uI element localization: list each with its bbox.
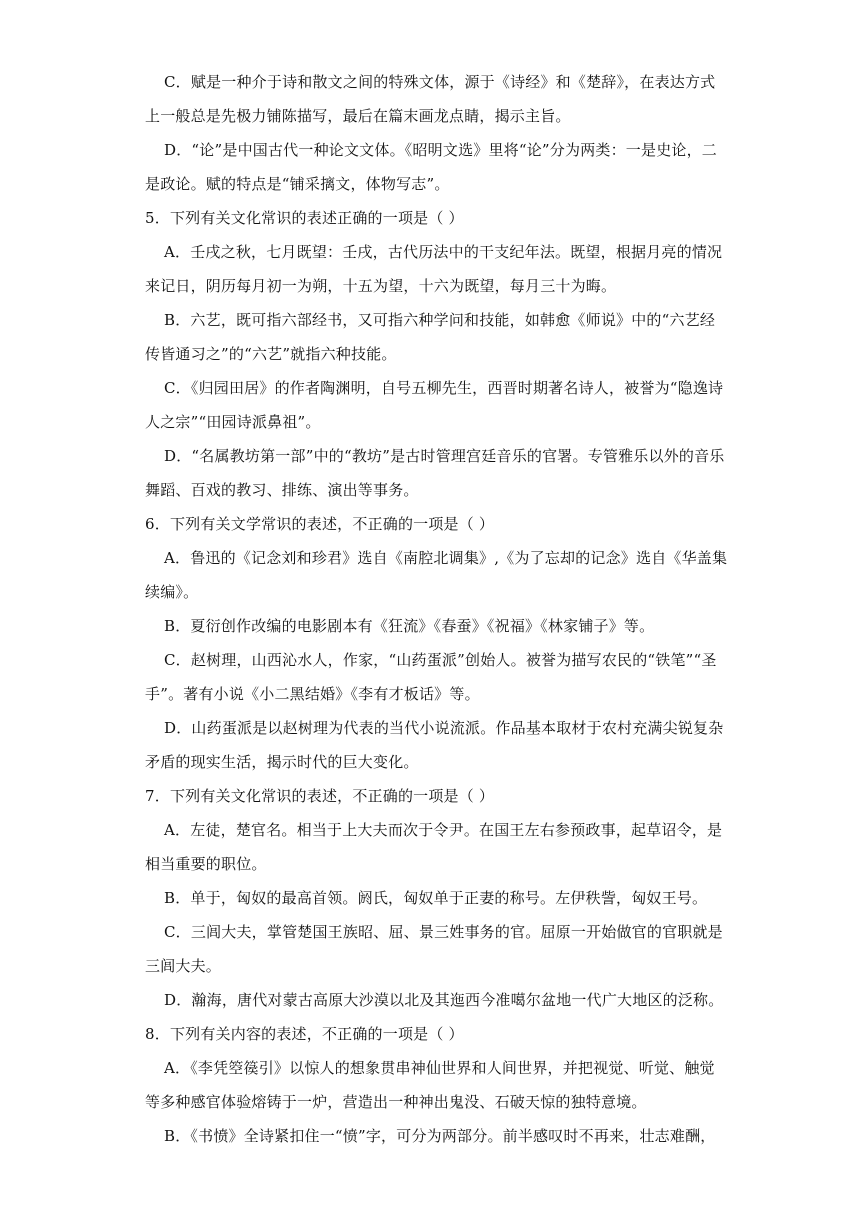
q4-option-c-line2: 上一般总是先极力铺陈描写，最后在篇末画龙点睛，揭示主旨。 (145, 107, 571, 125)
q4-option-d-line2: 是政论。赋的特点是“铺采摛文，体物写志”。 (145, 175, 450, 193)
q7-option-a-line2: 相当重要的职位。 (145, 855, 267, 873)
q5-option-a-line1: A．壬戌之秋，七月既望：壬戌，古代历法中的干支纪年法。既望，根据月亮的情况 (164, 243, 723, 261)
q7-stem: 7．下列有关文化常识的表述，不正确的一项是（ ） (145, 787, 495, 805)
q6-stem: 6．下列有关文学常识的表述，不正确的一项是（ ） (145, 515, 495, 533)
q6-option-a-line2: 续编》。 (145, 583, 199, 601)
q8-option-a-line1: A．《李凭箜篌引》以惊人的想象贯串神仙世界和人间世界，并把视觉、听觉、触觉 (164, 1059, 715, 1077)
q6-option-c-line2: 手”。著有小说《小二黑结婚》《李有才板话》等。 (145, 685, 480, 703)
q5-stem: 5．下列有关文化常识的表述正确的一项是（ ） (145, 209, 464, 227)
q4-option-d-line1: D．“论”是中国古代一种论文文体。《昭明文选》里将“论”分为两类：一是史论，二 (164, 141, 718, 159)
q6-option-a-line1: A．鲁迅的《记念刘和珍君》选自《南腔北调集》,《为了忘却的记念》选自《华盖集 (164, 549, 728, 567)
q6-option-d-line2: 矛盾的现实生活，揭示时代的巨大变化。 (145, 753, 419, 771)
q7-option-b-line1: B．单于，匈奴的最高首领。阏氏，匈奴单于正妻的称号。左伊秩訾，匈奴王号。 (164, 889, 708, 907)
q6-option-c-line1: C．赵树理，山西沁水人，作家，“山药蛋派”创始人。被誉为描写农民的“铁笔”“圣 (164, 651, 717, 669)
q4-option-c-line1: C．赋是一种介于诗和散文之间的特殊文体，源于《诗经》和《楚辞》，在表达方式 (164, 73, 716, 91)
q6-option-b-line1: B．夏衍创作改编的电影剧本有《狂流》《春蚕》《祝福》《林家铺子》等。 (164, 617, 655, 635)
q7-option-d-line1: D．瀚海，唐代对蒙古高原大沙漠以北及其迤西今准噶尔盆地一代广大地区的泛称。 (164, 991, 724, 1009)
q5-option-b-line2: 传皆通习之”的“六艺”就指六种技能。 (145, 345, 397, 363)
q7-option-c-line1: C．三闾大夫，掌管楚国王族昭、屈、景三姓事务的官。屈原一开始做官的官职就是 (164, 923, 723, 941)
q5-option-c-line2: 人之宗”“田园诗派鼻祖”。 (145, 413, 321, 431)
q5-option-a-line2: 来记日，阴历每月初一为朔，十五为望，十六为既望，每月三十为晦。 (145, 277, 617, 295)
q5-option-b-line1: B．六艺，既可指六部经书，又可指六种学问和技能，如韩愈《师说》中的“六艺经 (164, 311, 716, 329)
q8-option-b-line1: B．《书愤》全诗紧扣住一“愤”字，可分为两部分。前半感叹时不再来，壮志难酬， (164, 1127, 716, 1145)
q5-option-c-line1: C．《归园田居》的作者陶渊明，自号五柳先生，西晋时期著名诗人，被誉为“隐逸诗 (164, 379, 724, 397)
q6-option-d-line1: D．山药蛋派是以赵树理为代表的当代小说流派。作品基本取材于农村充满尖锐复杂 (164, 719, 724, 737)
q7-option-c-line2: 三闾大夫。 (145, 957, 222, 975)
q5-option-d-line2: 舞蹈、百戏的教习、排练、演出等事务。 (145, 481, 419, 499)
q5-option-d-line1: D．“名属教坊第一部”中的“教坊”是古时管理宫廷音乐的官署。专管雅乐以外的音乐 (164, 447, 725, 465)
q7-option-a-line1: A．左徒，楚官名。相当于上大夫而次于令尹。在国王左右参预政事，起草诏令，是 (164, 821, 723, 839)
q8-stem: 8．下列有关内容的表述，不正确的一项是（ ） (145, 1025, 464, 1043)
q8-option-a-line2: 等多种感官体验熔铸于一炉，营造出一种神出鬼没、石破天惊的独特意境。 (145, 1093, 647, 1111)
